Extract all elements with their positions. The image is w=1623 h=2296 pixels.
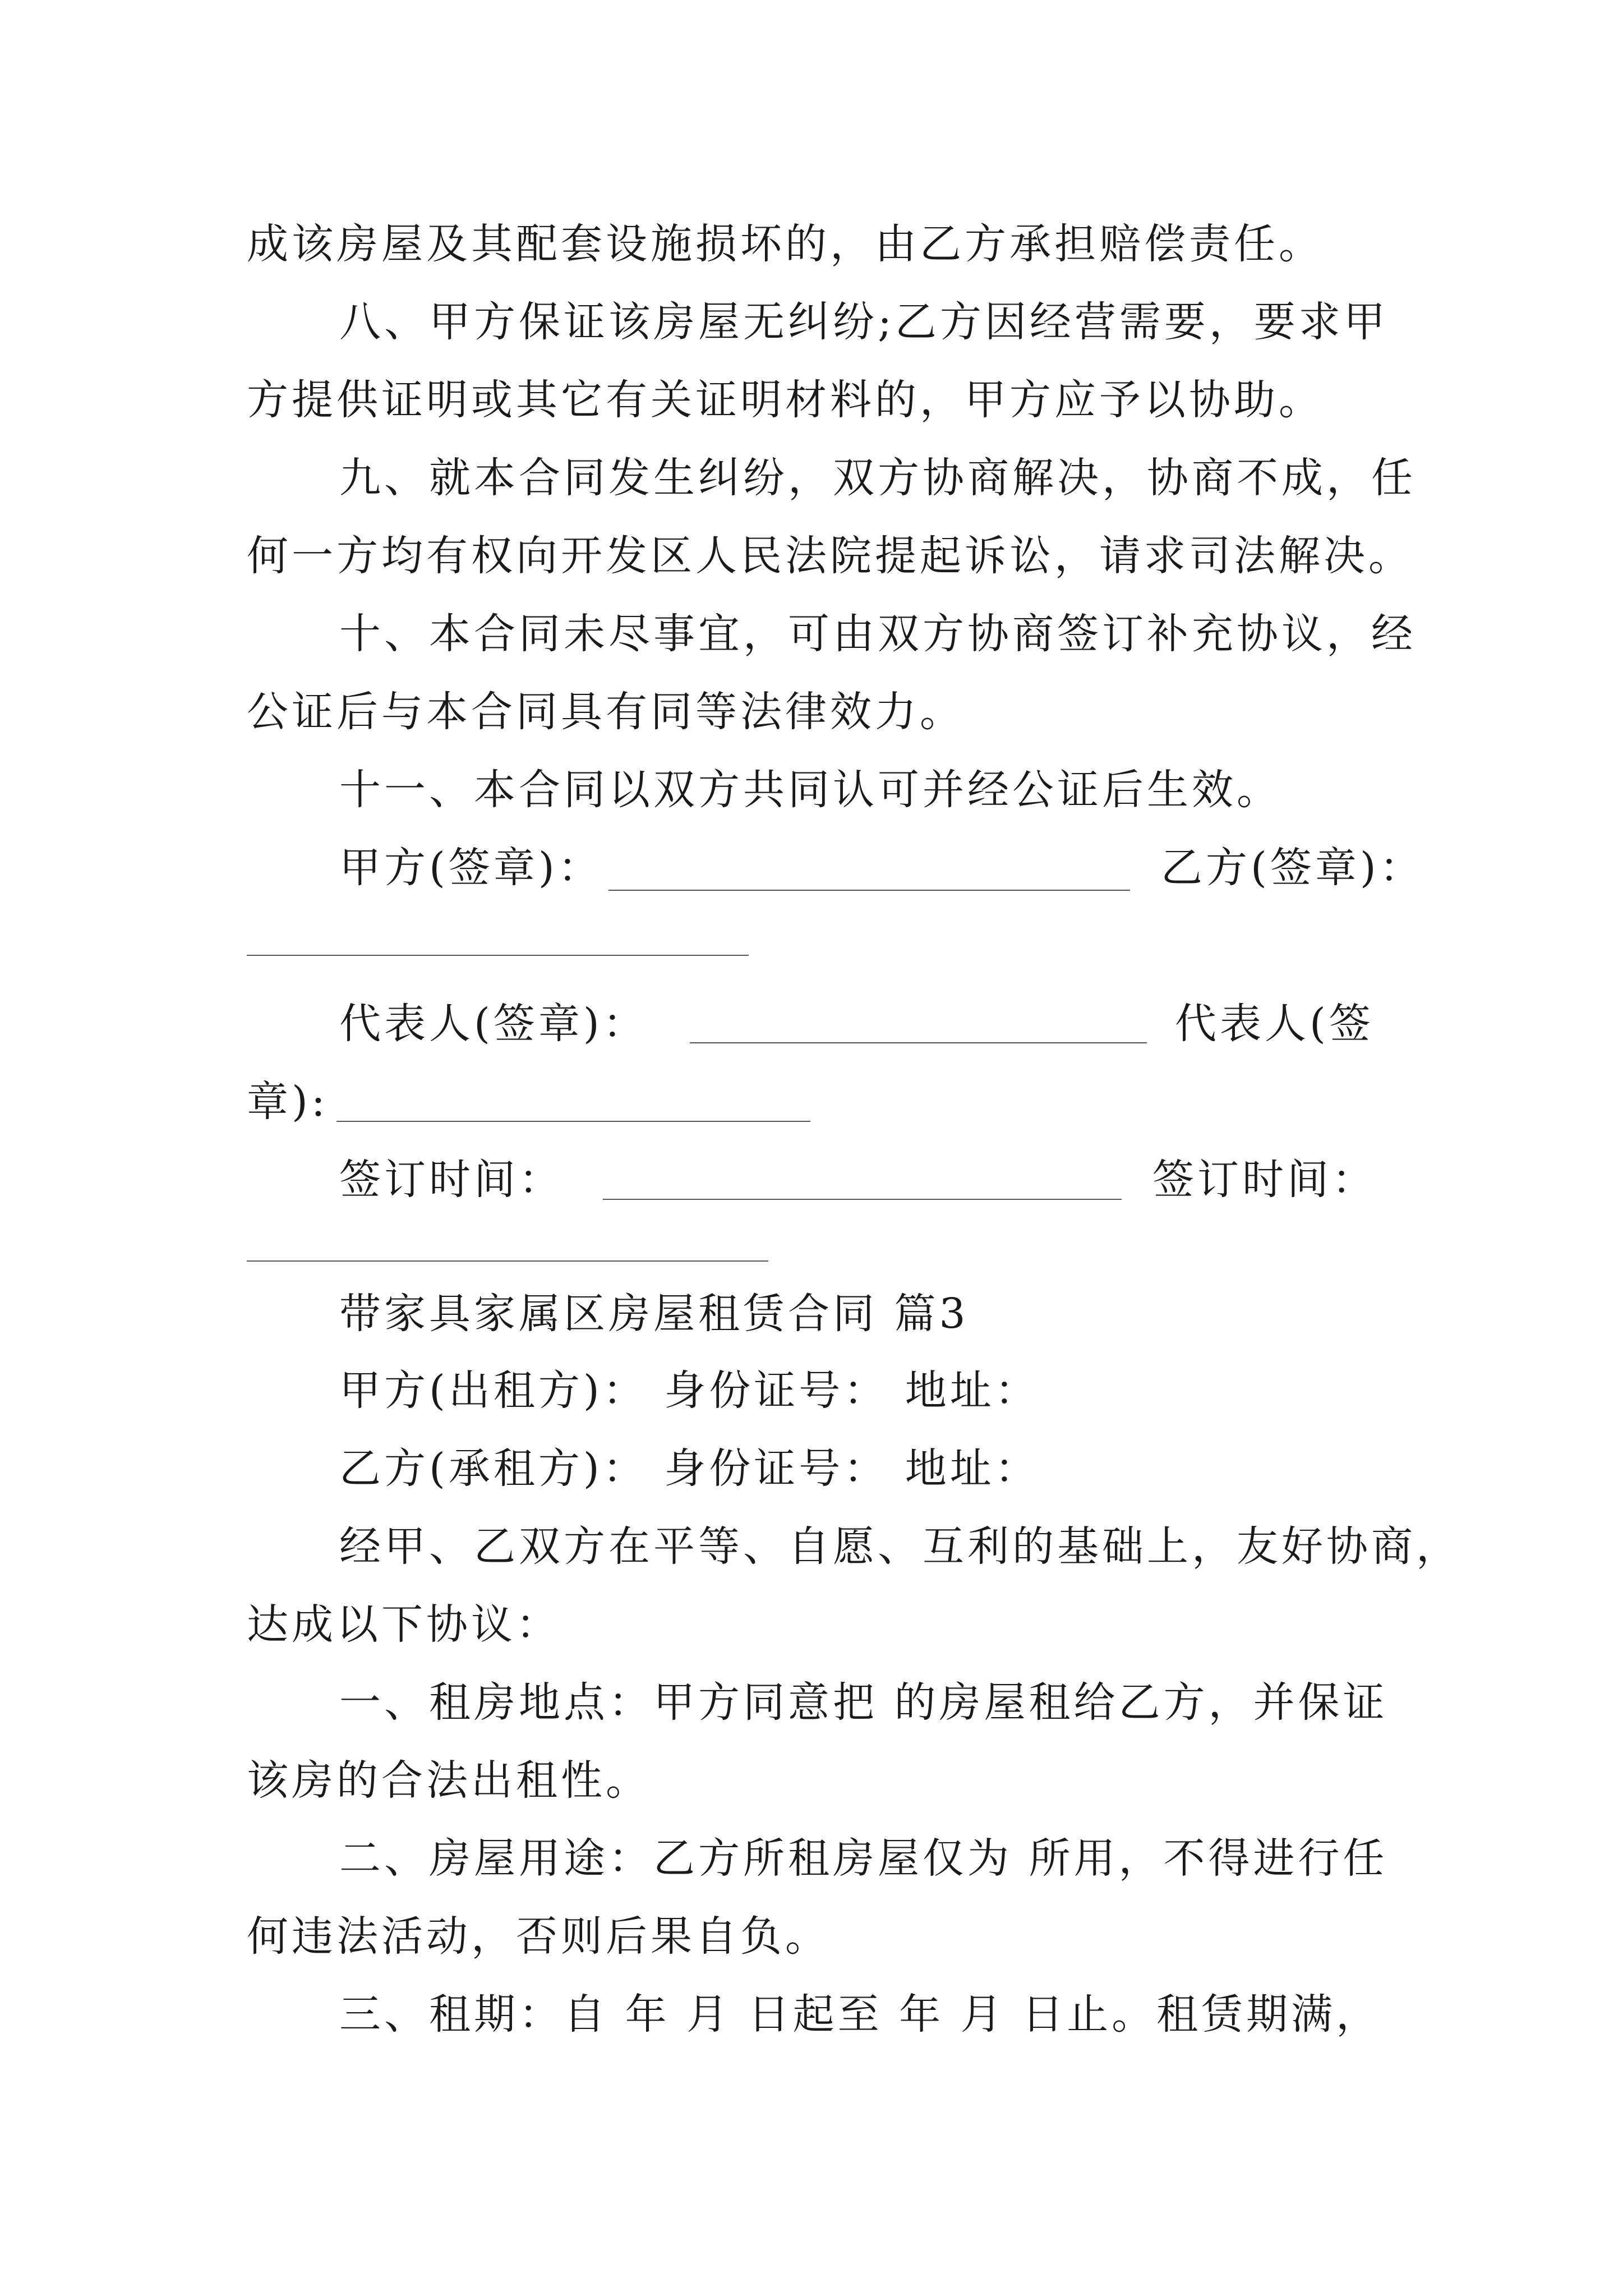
signature-label-representative-a: 代表人(签章)： xyxy=(339,1000,648,1048)
paragraph-line: 何一方均有权向开发区人民法院提起诉讼，请求司法解决。 xyxy=(247,532,1413,580)
paragraph-line: 方提供证明或其它有关证明材料的，甲方应予以协助。 xyxy=(247,376,1324,424)
signature-line xyxy=(247,1260,768,1262)
paragraph-line: 十一、本合同以双方共同认可并经公证后生效。 xyxy=(339,766,1281,814)
paragraph-line: 达成以下协议： xyxy=(247,1600,561,1649)
party-a-line: 甲方(出租方)： 身份证号： 地址： xyxy=(339,1366,1040,1415)
paragraph-line: 该房的合法出租性。 xyxy=(247,1756,651,1805)
paragraph-line: 九、就本合同发生纠纷，双方协商解决，协商不成，任 xyxy=(339,454,1416,502)
paragraph-line: 经甲、乙双方在平等、自愿、互利的基础上，友好协商， xyxy=(339,1522,1461,1571)
paragraph-line: 二、房屋用途：乙方所租房屋仅为 所用，不得进行任 xyxy=(339,1834,1388,1883)
signature-line xyxy=(336,1121,810,1122)
signature-line xyxy=(690,1042,1147,1043)
paragraph-line: 三、租期：自 年 月 日起至 年 月 日止。租赁期满， xyxy=(339,1990,1381,2039)
signature-label-continuation: 章): xyxy=(247,1078,329,1126)
signature-line xyxy=(247,955,749,956)
signature-label-party-a: 甲方(签章)： xyxy=(339,844,603,892)
signature-label-party-b: 乙方(签章)： xyxy=(1161,844,1424,892)
paragraph-line: 十、本合同未尽事宜，可由双方协商签订补充协议，经 xyxy=(339,610,1416,658)
party-b-line: 乙方(承租方)： 身份证号： 地址： xyxy=(339,1444,1040,1493)
signing-date-label-b: 签订时间： xyxy=(1152,1156,1377,1204)
signature-line xyxy=(608,890,1130,891)
section-heading: 带家具家属区房屋租赁合同 篇3 xyxy=(339,1290,969,1338)
signature-line xyxy=(603,1199,1122,1200)
paragraph-line: 八、甲方保证该房屋无纠纷;乙方因经营需要，要求甲 xyxy=(339,298,1389,346)
paragraph-line: 何违法活动，否则后果自负。 xyxy=(247,1912,830,1961)
signing-date-label-a: 签订时间： xyxy=(339,1156,564,1204)
paragraph-line: 公证后与本合同具有同等法律效力。 xyxy=(247,688,965,736)
signature-label-representative-b: 代表人(签 xyxy=(1175,1000,1374,1048)
paragraph-line: 一、租房地点：甲方同意把 的房屋租给乙方，并保证 xyxy=(339,1678,1388,1727)
paragraph-line: 成该房屋及其配套设施损坏的，由乙方承担赔偿责任。 xyxy=(247,220,1324,268)
